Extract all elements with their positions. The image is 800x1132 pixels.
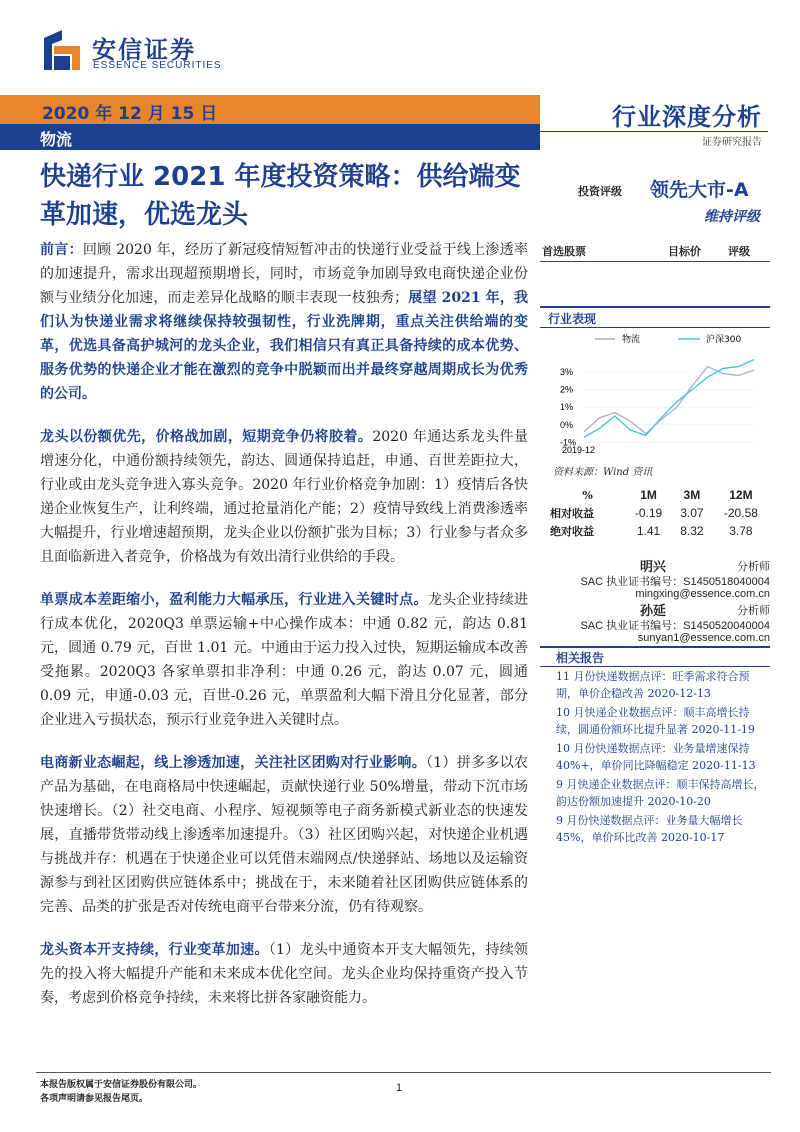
paragraph-text: 2020 年通达系龙头件量增速分化，中通份额持续领先，韵达、圆通保持追赶，申通、百世差距拉大，行业或由龙头竞争进入寡头竞争。2020 年行业价格竞争加剧：1）疫情后各快递企业恢复生产，让利终端，通过抢量消化产能；2）疫情导致线上消费渗透率大幅提升，行业增速超预期，龙头企业以份额扩张为目标；3）行业参与者众多且面临新进入者竞争，价格战为有效出清行业供给的手段。 bbox=[40, 429, 528, 565]
performance-table bbox=[550, 486, 770, 540]
table-header-row bbox=[550, 486, 770, 504]
section-divider bbox=[540, 646, 770, 648]
category-bar bbox=[0, 124, 540, 150]
table-cell: 3.78 bbox=[729, 524, 753, 538]
table-header-cell: 12M bbox=[729, 488, 753, 502]
analyst-sac: SAC 执业证书编号：S1450520040004 bbox=[580, 620, 770, 632]
table-cell: 1.41 bbox=[636, 524, 661, 538]
brand-name-en: ESSENCE SECURITIES bbox=[93, 60, 222, 71]
paragraph-text: 回顾 2020 年，经历了新冠疫情短暂冲击的快递行业受益于线上渗透率的加速提升，需求出现超预期增长，同时，市场竞争加剧导致电商快递企业份额与业绩分化加速，而走差异化战略的顺丰表现一枝独秀； bbox=[40, 242, 528, 306]
analyst-name: 明兴 bbox=[640, 560, 667, 575]
y-tick-label: 2% bbox=[560, 384, 574, 395]
page-title: 快递行业 2021 年度投资策略：供给端变革加速，优选龙头 bbox=[40, 162, 521, 230]
analyst-name: 孙延 bbox=[640, 604, 667, 619]
section-divider bbox=[540, 306, 770, 308]
paragraph-emphasis: 展望 2021 年，我们认为快递业需求将继续保持较强韧性，行业洗牌期，重点关注供给端的变革，优选具备高护城河的龙头企业，我们相信只有真正具备持续的成本优势、服务优势的快递企业才能在激烈的竞争中脱颖而出并最终穿越周期成长为优秀的公司。 bbox=[40, 290, 528, 402]
y-tick-label: 3% bbox=[560, 366, 574, 377]
picks-rating-label: 评级 bbox=[728, 245, 750, 258]
related-report-link[interactable]: 10 月份快递数据点评：业务量增速保持 40%+，单价同比降幅稳定 2020-11-13 bbox=[556, 742, 756, 772]
paragraph-capex bbox=[40, 938, 528, 1010]
paragraph-cost bbox=[40, 588, 528, 732]
analyst-sac: SAC 执业证书编号：S1450518040004 bbox=[580, 576, 770, 588]
footer-notice: 各项声明请参见报告尾页。 bbox=[40, 1094, 149, 1104]
rating-label: 投资评级 bbox=[578, 185, 622, 198]
report-type: 行业深度分析 bbox=[612, 103, 762, 131]
legend-logistics: 物流 bbox=[622, 335, 641, 345]
analyst-role: 分析师 bbox=[737, 604, 770, 617]
row-label: 绝对收益 bbox=[550, 525, 594, 538]
related-reports-list bbox=[556, 668, 768, 848]
report-date: 2020 年 12 月 15 日 bbox=[42, 104, 218, 124]
rating-status: 维持评级 bbox=[704, 209, 760, 225]
rating-value: 领先大市-A bbox=[650, 179, 749, 201]
paragraph-competition bbox=[40, 425, 528, 569]
y-tick-label: 0% bbox=[560, 419, 574, 430]
related-report-link[interactable]: 10 月快递企业数据点评：顺丰高增长持续，圆通份额环比提升显著 2020-11-19 bbox=[556, 706, 755, 736]
table-cell: -20.58 bbox=[723, 506, 758, 520]
footer-disclaimer bbox=[40, 1078, 202, 1106]
paragraph-text: （1）龙头中通资本开支大幅领先，持续领先的投入将大幅提升产能和未来成本优化空间。龙头企业均保持重资产投入节奏，考虑到价格竞争持续，未来将比拼各家融资能力。 bbox=[40, 942, 528, 1006]
footer-copyright: 本报告版权属于安信证券股份有限公司。 bbox=[40, 1080, 203, 1090]
y-tick-label: 1% bbox=[560, 402, 574, 413]
paragraph-lead: 龙头以份额优先，价格战加剧，短期竞争仍将胶着。 bbox=[40, 429, 373, 445]
picks-target-label: 目标价 bbox=[668, 245, 701, 258]
essence-logo-icon bbox=[44, 30, 80, 70]
x-axis-start-label: 2019-12 bbox=[562, 445, 596, 455]
y-tick-label: -1% bbox=[560, 437, 577, 448]
related-report-link[interactable]: 11 月份快递数据点评：旺季需求符合预期，单价企稳改善 2020-12-13 bbox=[556, 670, 750, 700]
paragraph-lead: 单票成本差距缩小，盈利能力大幅承压，行业进入关键时点。 bbox=[40, 592, 428, 608]
industry-category: 物流 bbox=[40, 130, 73, 149]
section-divider bbox=[540, 666, 770, 667]
analyst-email[interactable]: mingxing@essence.com.cn bbox=[635, 588, 770, 600]
table-cell: -0.19 bbox=[634, 506, 663, 520]
related-reports-title: 相关报告 bbox=[556, 651, 605, 665]
table-header-cell: 1M bbox=[640, 488, 657, 502]
chart-source: 资料来源：Wind 资讯 bbox=[553, 467, 653, 478]
series-line-csi300 bbox=[584, 360, 754, 438]
analyst-card bbox=[560, 556, 770, 604]
analyst-role: 分析师 bbox=[737, 560, 770, 573]
report-subtype: 证券研究报告 bbox=[702, 137, 762, 148]
top-picks-header bbox=[540, 240, 770, 262]
table-cell: 3.07 bbox=[680, 506, 704, 520]
paragraph-lead: 前言： bbox=[40, 242, 83, 258]
page-number: 1 bbox=[396, 1082, 403, 1094]
table-cell: 8.32 bbox=[680, 524, 704, 538]
analyst-email[interactable]: sunyan1@essence.com.cn bbox=[637, 632, 770, 644]
paragraph-intro bbox=[40, 238, 528, 406]
paragraph-text: （1）拼多多以农产品为基础，在电商格局中快速崛起，贡献快递行业 50%增量，带动下沉市场快速增长。（2）社交电商、小程序、短视频等电子商务新模式新业态的快速发展，直播带货带动线上渗透率加速提升。（3）社区团购兴起，对快递企业机遇与挑战并存：机遇在于快递企业可以凭借末端网点/快递驿站、场地以及运输资源参与到社区团购供应链体系中；挑战在于，未来随着社区团购供应链体系的完善、品类的扩张是否对传统电商平台带来分流，仍有待观察。 bbox=[40, 755, 528, 915]
related-report-link[interactable]: 9 月快递企业数据点评：顺丰保持高增长，韵达份额加速提升 2020-10-20 bbox=[556, 778, 765, 808]
analyst-card bbox=[560, 600, 770, 648]
legend-csi300: 沪深300 bbox=[706, 335, 742, 345]
footer-divider bbox=[36, 1072, 771, 1073]
industry-performance-chart bbox=[540, 322, 770, 462]
series-line-logistics bbox=[584, 367, 754, 434]
table-row bbox=[550, 504, 770, 522]
table-header-cell: % bbox=[582, 488, 593, 502]
body-text bbox=[40, 238, 528, 1029]
paragraph-lead: 龙头资本开支持续，行业变革加速。 bbox=[40, 942, 269, 958]
paragraph-text: 龙头企业持续进行成本优化，2020Q3 单票运输+中心操作成本：中通 0.82 元，韵达 0.81 元，圆通 0.79 元，百世 1.01 元。中通由于运力投入过快，短期运输成本改善受拖累。2020Q3 各家单票扣非净利：中通 0.26 元，韵达 0.07 元，圆通 0.09 元，申通-0.03 元，百世-0.26 元，单票盈利大幅下滑且分化显著，部分企业进入亏损状态，预示行业竞争进入关键时点。 bbox=[40, 592, 529, 728]
table-row bbox=[550, 522, 770, 540]
brand-name-cn: 安信证券 bbox=[92, 36, 196, 64]
related-report-link[interactable]: 9 月份快递数据点评：业务量大幅增长 45%，单价环比改善 2020-10-17 bbox=[556, 814, 743, 844]
row-label: 相对收益 bbox=[550, 507, 594, 520]
paragraph-lead: 电商新业态崛起，线上渗透加速，关注社区团购对行业影响。 bbox=[40, 755, 427, 771]
picks-stock-label: 首选股票 bbox=[542, 245, 586, 258]
paragraph-ecommerce bbox=[40, 751, 528, 919]
table-header-cell: 3M bbox=[683, 488, 701, 502]
industry-performance-title: 行业表现 bbox=[548, 312, 597, 326]
divider bbox=[540, 131, 768, 132]
